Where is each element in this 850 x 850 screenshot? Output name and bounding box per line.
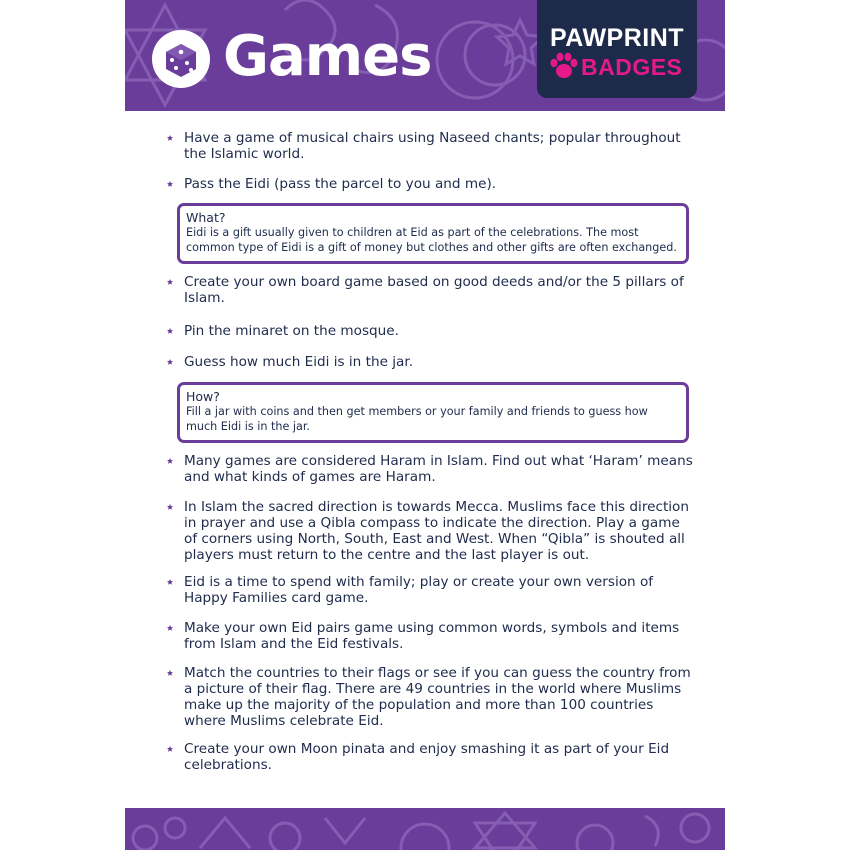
crescent-star-icon <box>153 174 175 198</box>
info-box-text: Fill a jar with coins and then get members or your family and friends to guess how much Eidi is in the jar. <box>186 405 648 433</box>
info-box-title: How? <box>186 389 220 404</box>
list-item: Make your own Eid pairs game using common words, symbols and items from Islam and the Eid festivals. <box>184 620 680 652</box>
list-item: Guess how much Eidi is in the jar. <box>184 354 414 370</box>
list-item: Match the countries to their flags or see if you can guess the country from a picture of their flag. There are 49 countries in the world where Muslims make up the majority of the population and more than 100 countries where Muslims celebrate Eid. <box>184 665 691 729</box>
info-box-title: What? <box>186 210 226 225</box>
info-box-what <box>177 203 689 264</box>
crescent-star-icon <box>153 497 175 521</box>
crescent-star-icon <box>153 572 175 596</box>
list-item: Create your own board game based on good deeds and/or the 5 pillars of Islam. <box>184 274 684 306</box>
crescent-star-icon <box>153 128 175 152</box>
crescent-star-icon <box>153 272 175 296</box>
list-item: Have a game of musical chairs using Naseed chants; popular throughout the Islamic world. <box>184 130 681 162</box>
list-item: Pass the Eidi (pass the parcel to you and me). <box>184 176 497 192</box>
dice-icon <box>152 30 210 88</box>
activity-sheet <box>125 0 725 850</box>
brand-name-line1: PAWPRINT <box>549 24 685 52</box>
footer-banner <box>125 808 725 850</box>
list-item: In Islam the sacred direction is towards Mecca. Muslims face this direction in prayer and use a Qibla compass to indicate the direction. Play a game of corners using North, South, East and West. When “Qibla” is shouted all players must return to the centre and the last player is out. <box>184 499 689 563</box>
info-box-text: Eidi is a gift usually given to children at Eid as part of the celebrations. The most common type of Eidi is a gift of money but clothes and other gifts are often exchanged. <box>186 226 677 254</box>
crescent-star-icon <box>153 352 175 376</box>
paw-print-icon <box>549 52 579 80</box>
info-box-how <box>177 382 689 443</box>
list-item: Create your own Moon pinata and enjoy smashing it as part of your Eid celebrations. <box>184 741 670 773</box>
crescent-star-icon <box>153 739 175 763</box>
list-item: Pin the minaret on the mosque. <box>184 323 399 339</box>
crescent-star-icon <box>153 321 175 345</box>
page-title: Games <box>223 24 432 89</box>
crescent-star-icon <box>153 663 175 687</box>
footer-decoration <box>125 808 725 850</box>
list-item: Many games are considered Haram in Islam. Find out what ‘Haram’ means and what kinds of games are Haram. <box>184 453 693 485</box>
brand-name-line2: BADGES <box>581 54 683 80</box>
brand-logo <box>537 0 697 98</box>
header-banner <box>125 0 725 111</box>
crescent-star-icon <box>153 618 175 642</box>
crescent-star-icon <box>153 451 175 475</box>
list-item: Eid is a time to spend with family; play or create your own version of Happy Families card game. <box>184 574 654 606</box>
